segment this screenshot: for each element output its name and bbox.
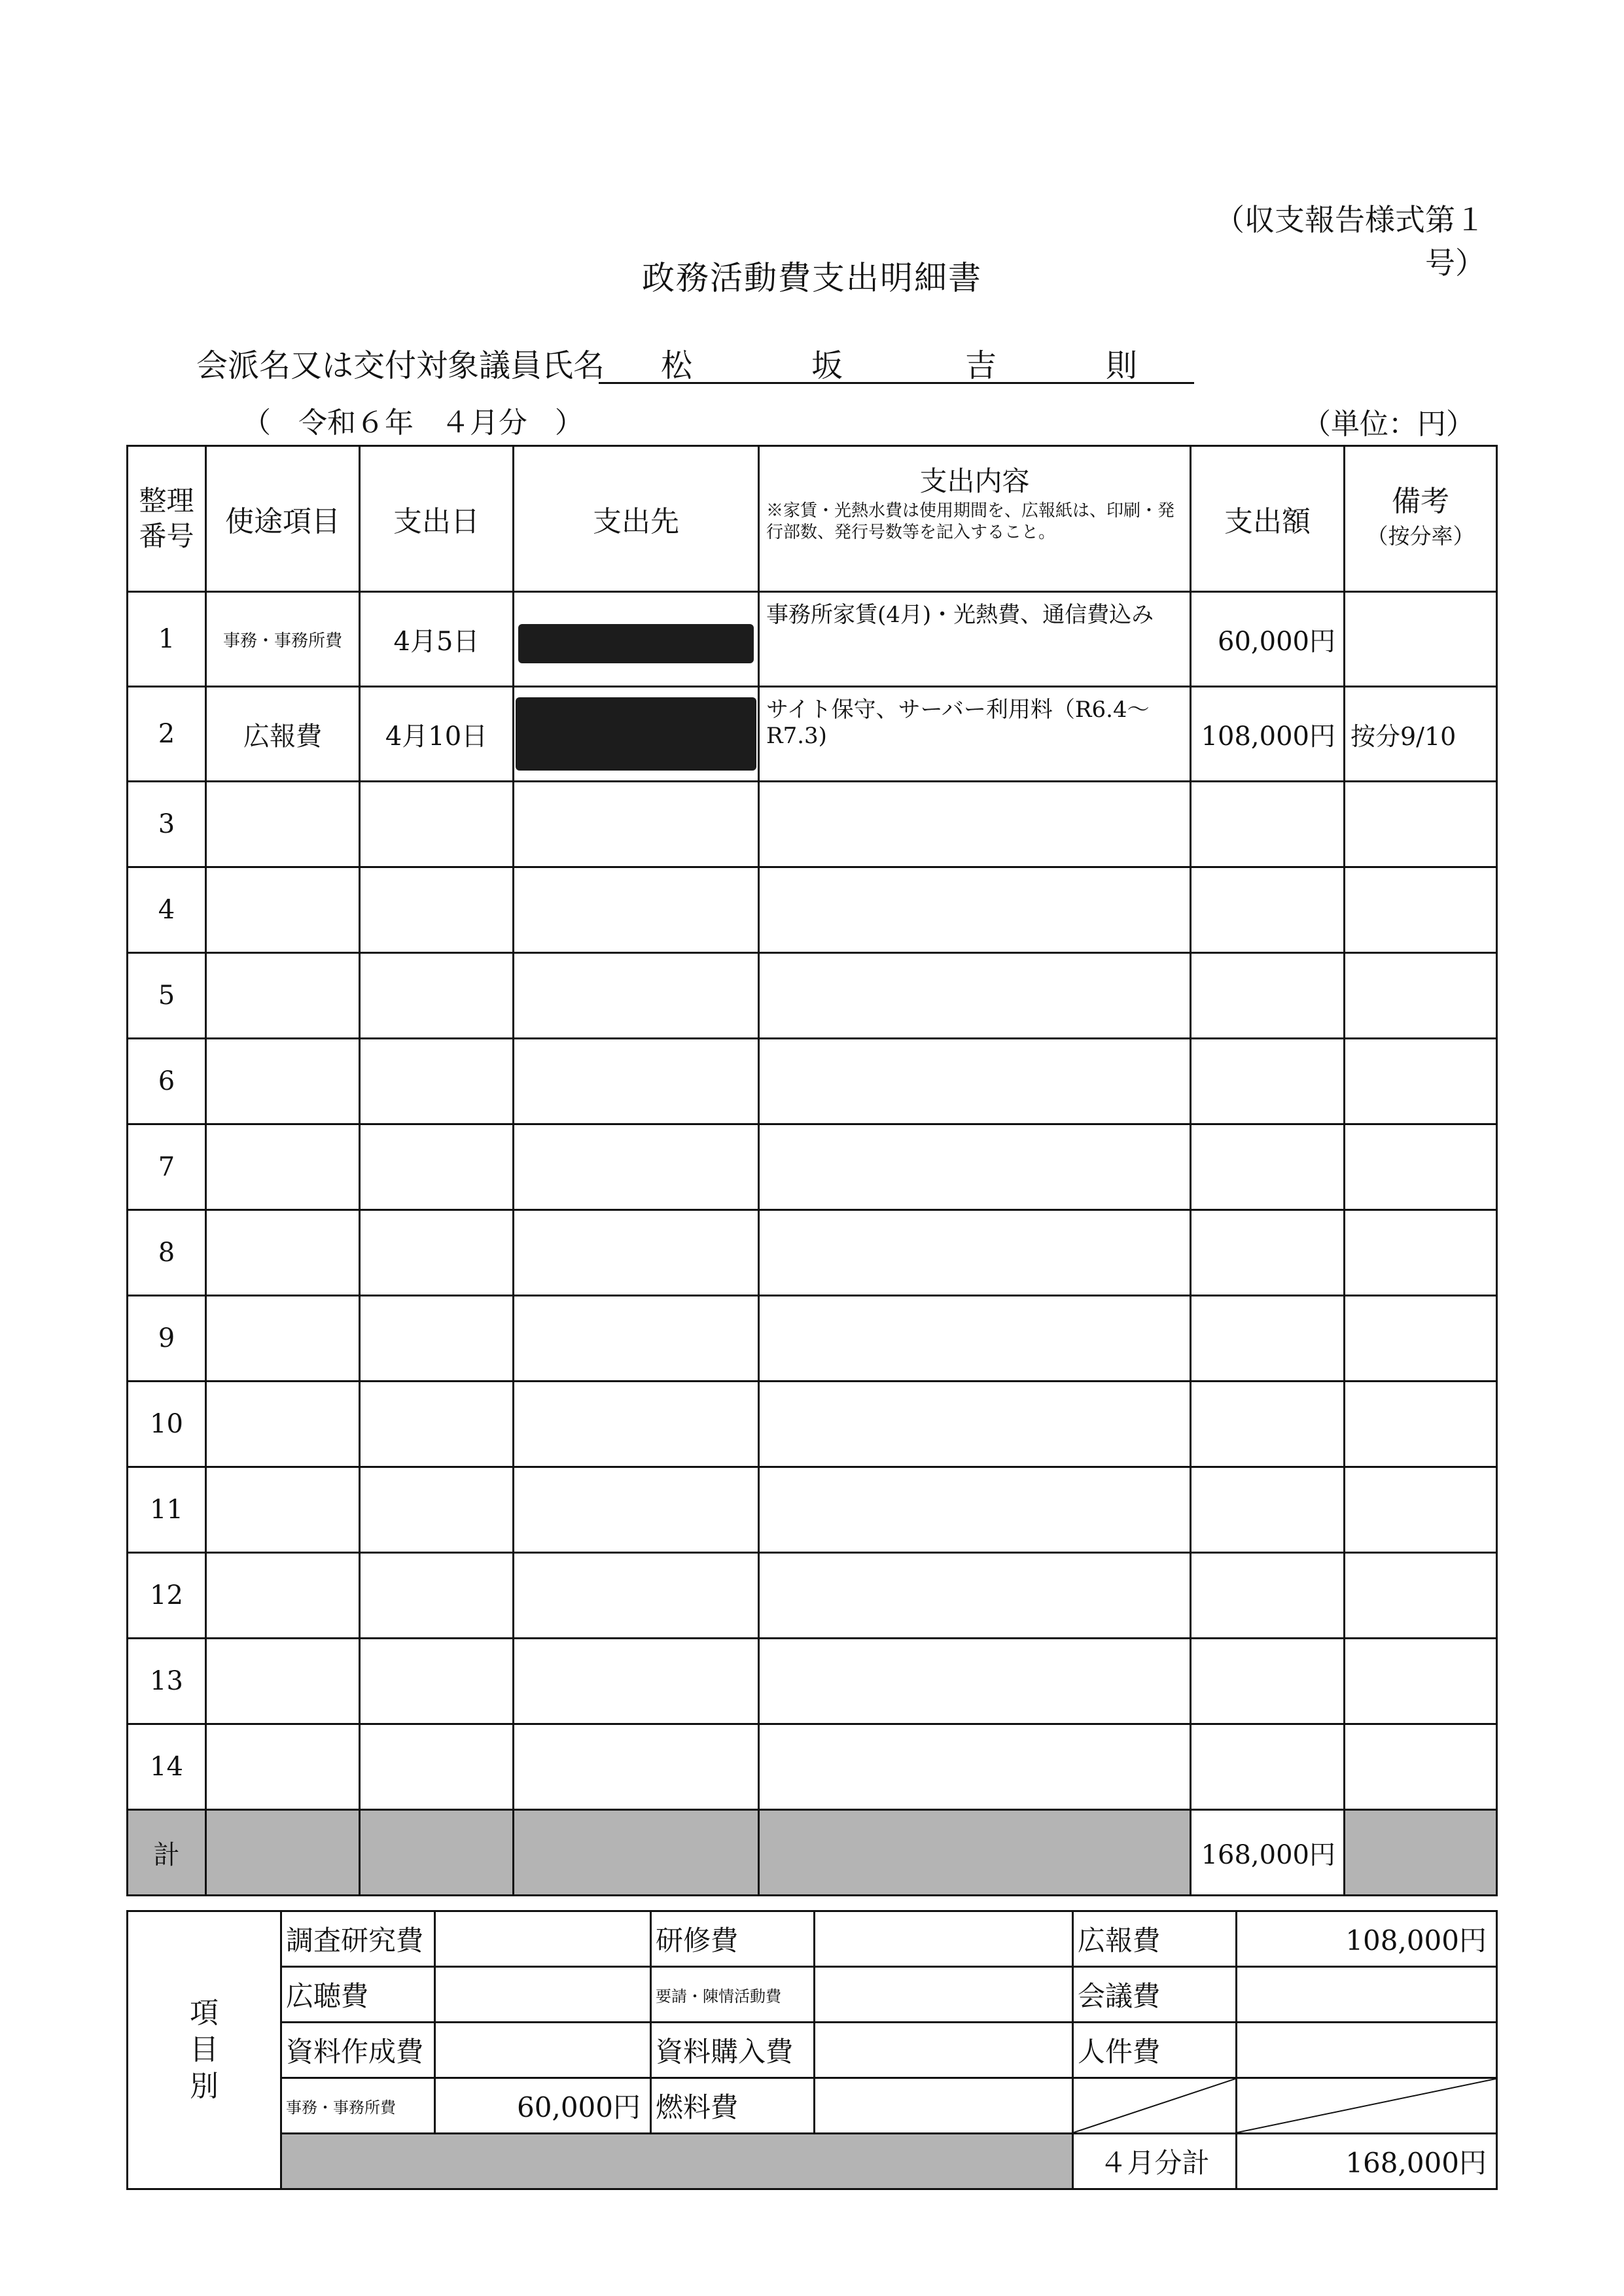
header-content-title: 支出内容 — [919, 465, 1030, 497]
personnel-amount — [1237, 2023, 1497, 2078]
row-number: 1 — [128, 592, 206, 687]
table-row — [128, 1210, 1497, 1296]
summary-row — [128, 1967, 1497, 2023]
row-content: 事務所家賃(4月)・光熱費、通信費込み — [759, 592, 1191, 687]
month-total-label: ４月分計 — [1073, 2134, 1237, 2189]
header-date: 支出日 — [360, 446, 514, 592]
row-number: 7 — [128, 1124, 206, 1210]
header-amount: 支出額 — [1191, 446, 1345, 592]
total-row — [128, 1810, 1497, 1896]
total-amount: 168,000円 — [1191, 1810, 1345, 1896]
row-number: 6 — [128, 1039, 206, 1124]
table-row — [128, 1382, 1497, 1467]
row-number: 3 — [128, 782, 206, 867]
research-amount — [435, 1911, 651, 1967]
table-row — [128, 1553, 1497, 1639]
row-date: 4月5日 — [360, 592, 514, 687]
row-payee — [514, 687, 759, 782]
research-label: 調査研究費 — [281, 1911, 435, 1967]
category-summary-table — [126, 1910, 1498, 2190]
summary-row — [128, 2023, 1497, 2078]
hearing-amount — [435, 1967, 651, 2023]
row-number: 13 — [128, 1639, 206, 1724]
redaction-block — [518, 624, 754, 663]
diagonal-blank-cell — [1237, 2078, 1497, 2134]
petition-amount — [815, 1967, 1073, 2023]
row-content: サイト保守、サーバー利用料（R6.4～R7.3) — [759, 687, 1191, 782]
row-number: 8 — [128, 1210, 206, 1296]
table-row — [128, 1039, 1497, 1124]
page-title: 政務活動費支出明細書 — [642, 259, 982, 297]
hearing-label: 広聴費 — [281, 1967, 435, 2023]
table-header-row — [128, 446, 1497, 592]
row-number: 12 — [128, 1553, 206, 1639]
meeting-label: 会議費 — [1073, 1967, 1237, 2023]
training-amount — [815, 1911, 1073, 1967]
office-label: 事務・事務所費 — [281, 2078, 435, 2134]
materials-buy-label: 資料購入費 — [651, 2023, 815, 2078]
row-number: 14 — [128, 1724, 206, 1810]
row-category: 事務・事務所費 — [206, 592, 360, 687]
gray-fill — [281, 2134, 1073, 2189]
pr-label: 広報費 — [1073, 1911, 1237, 1967]
member-name-char: 吉 — [965, 347, 997, 384]
row-amount: 108,000円 — [1191, 687, 1345, 782]
materials-buy-amount — [815, 2023, 1073, 2078]
table-row — [128, 1296, 1497, 1382]
period-close: ） — [554, 406, 584, 440]
total-label: 計 — [128, 1810, 206, 1896]
header-content-note: ※家賃・光熱水費は使用期間を、広報紙は、印刷・発行部数、発行号数等を記入すること。 — [766, 501, 1175, 542]
table-row — [128, 1639, 1497, 1724]
meeting-amount — [1237, 1967, 1497, 2023]
row-number: 11 — [128, 1467, 206, 1553]
unit-label: （単位：円） — [1302, 408, 1475, 441]
row-number: 5 — [128, 953, 206, 1039]
row-number: 9 — [128, 1296, 206, 1382]
row-number: 2 — [128, 687, 206, 782]
summary-total-row — [128, 2134, 1497, 2189]
table-row — [128, 953, 1497, 1039]
pr-amount: 108,000円 — [1237, 1911, 1497, 1967]
period-month: ４月分 — [440, 406, 527, 440]
fuel-amount — [815, 2078, 1073, 2134]
member-name-char: 坂 — [811, 347, 843, 384]
office-amount: 60,000円 — [435, 2078, 651, 2134]
table-row — [128, 1467, 1497, 1553]
month-total-amount: 168,000円 — [1237, 2134, 1497, 2189]
reporting-period — [242, 399, 584, 441]
training-label: 研修費 — [651, 1911, 815, 1967]
summary-row — [128, 2078, 1497, 2134]
materials-prep-label: 資料作成費 — [281, 2023, 435, 2078]
table-row — [128, 592, 1497, 687]
period-open: （ — [242, 406, 271, 440]
period-era: 令和６年 — [298, 406, 414, 440]
header-number: 整理 番号 — [128, 446, 206, 592]
row-date: 4月10日 — [360, 687, 514, 782]
table-row — [128, 782, 1497, 867]
member-label: 会派名又は交付対象議員氏名 — [196, 347, 605, 384]
redaction-block — [516, 697, 756, 771]
petition-label: 要請・陳情活動費 — [651, 1967, 815, 2023]
row-remarks — [1345, 592, 1497, 687]
row-number: 10 — [128, 1382, 206, 1467]
table-row — [128, 1124, 1497, 1210]
header-remarks: 備考 （按分率） — [1345, 446, 1497, 592]
expense-detail-table — [126, 445, 1498, 1896]
table-row — [128, 867, 1497, 953]
row-number: 4 — [128, 867, 206, 953]
row-amount: 60,000円 — [1191, 592, 1345, 687]
summary-row — [128, 1911, 1497, 1967]
member-name-char: 松 — [661, 347, 693, 384]
header-content — [759, 446, 1191, 592]
personnel-label: 人件費 — [1073, 2023, 1237, 2078]
header-category: 使途項目 — [206, 446, 360, 592]
materials-prep-amount — [435, 2023, 651, 2078]
fuel-label: 燃料費 — [651, 2078, 815, 2134]
summary-side-label: 項 目 別 — [128, 1911, 281, 2189]
diagonal-blank-cell — [1073, 2078, 1237, 2134]
table-row — [128, 687, 1497, 782]
member-name-char: 則 — [1106, 347, 1138, 384]
row-remarks: 按分9/10 — [1345, 687, 1497, 782]
form-number: （収支報告様式第１号） — [1214, 202, 1485, 281]
member-name-field — [599, 340, 1194, 384]
row-payee — [514, 592, 759, 687]
row-category: 広報費 — [206, 687, 360, 782]
table-row — [128, 1724, 1497, 1810]
header-payee: 支出先 — [514, 446, 759, 592]
